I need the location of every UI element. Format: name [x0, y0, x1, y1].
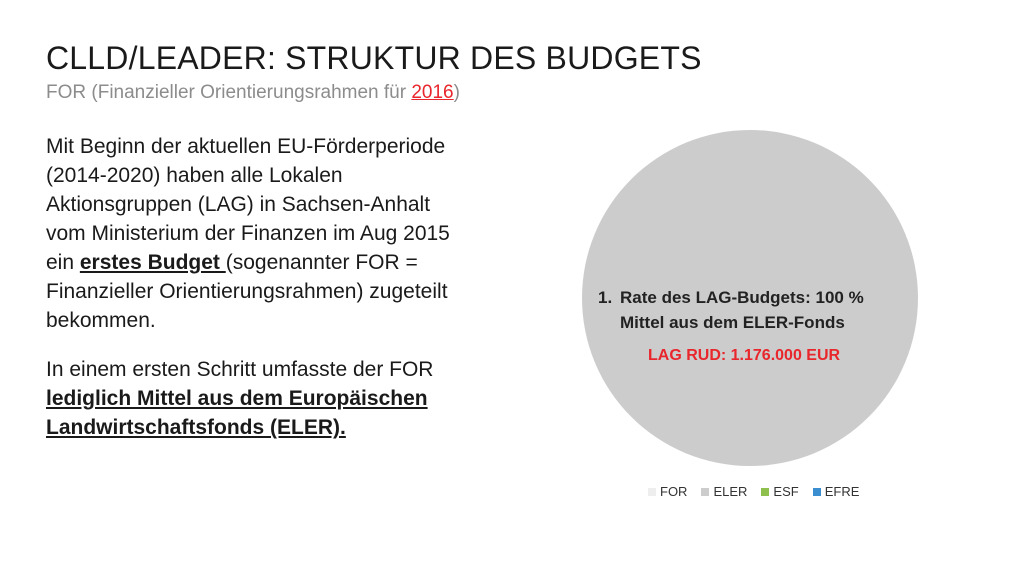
pie-annotation-amount: LAG RUD: 1.176.000 EUR	[648, 347, 841, 364]
subtitle-prefix: FOR (Finanzieller Orientierungsrahmen für	[46, 82, 412, 103]
pie-label-line-1: Rate des LAG-Budgets: 100 %	[620, 288, 864, 307]
legend-label-esf: ESF	[773, 484, 799, 499]
paragraph-1-text-b: (sogenannter FOR = Finanzieller Orientierungsrahmen) zugeteilt bekommen.	[46, 251, 448, 332]
paragraph-1-text-a: Mit Beginn der aktuellen EU-Förderperiode (2014-2020) haben alle Lokalen Aktionsgruppen (LAG) in Sachsen-Anhalt vom Ministerium der Finanzen im Aug 2015 ein	[46, 135, 450, 274]
legend-label-for: FOR	[660, 484, 688, 499]
page-subtitle	[46, 82, 460, 104]
body-text	[46, 132, 466, 442]
paragraph-1-emphasis: erstes Budget	[79, 251, 226, 274]
legend-swatch-esf	[761, 488, 769, 496]
page-title: CLLD/LEADER: STRUKTUR DES BUDGETS	[46, 40, 702, 76]
legend-item-for	[648, 484, 687, 499]
legend-item-eler	[701, 484, 747, 499]
subtitle-suffix: )	[453, 82, 460, 103]
legend-item-esf	[761, 484, 798, 499]
legend-swatch-eler	[701, 488, 709, 496]
paragraph-2-emphasis: lediglich Mittel aus dem Europäischen Landwirtschaftsfonds (ELER).	[46, 387, 428, 439]
chart-legend	[648, 484, 859, 499]
legend-label-efre: EFRE	[824, 484, 860, 499]
pie-label-number: 1.	[598, 288, 613, 307]
paragraph-2	[46, 355, 466, 442]
paragraph-2-text-a: In einem ersten Schritt umfasste der FOR	[46, 358, 434, 381]
legend-label-eler: ELER	[713, 484, 748, 499]
legend-swatch-efre	[813, 488, 821, 496]
paragraph-1	[46, 132, 466, 335]
pie-label-line-2: Mittel aus dem ELER-Fonds	[620, 313, 845, 332]
subtitle-year: 2016	[411, 82, 454, 103]
legend-swatch-for	[648, 488, 656, 496]
legend-item-efre	[813, 484, 860, 499]
